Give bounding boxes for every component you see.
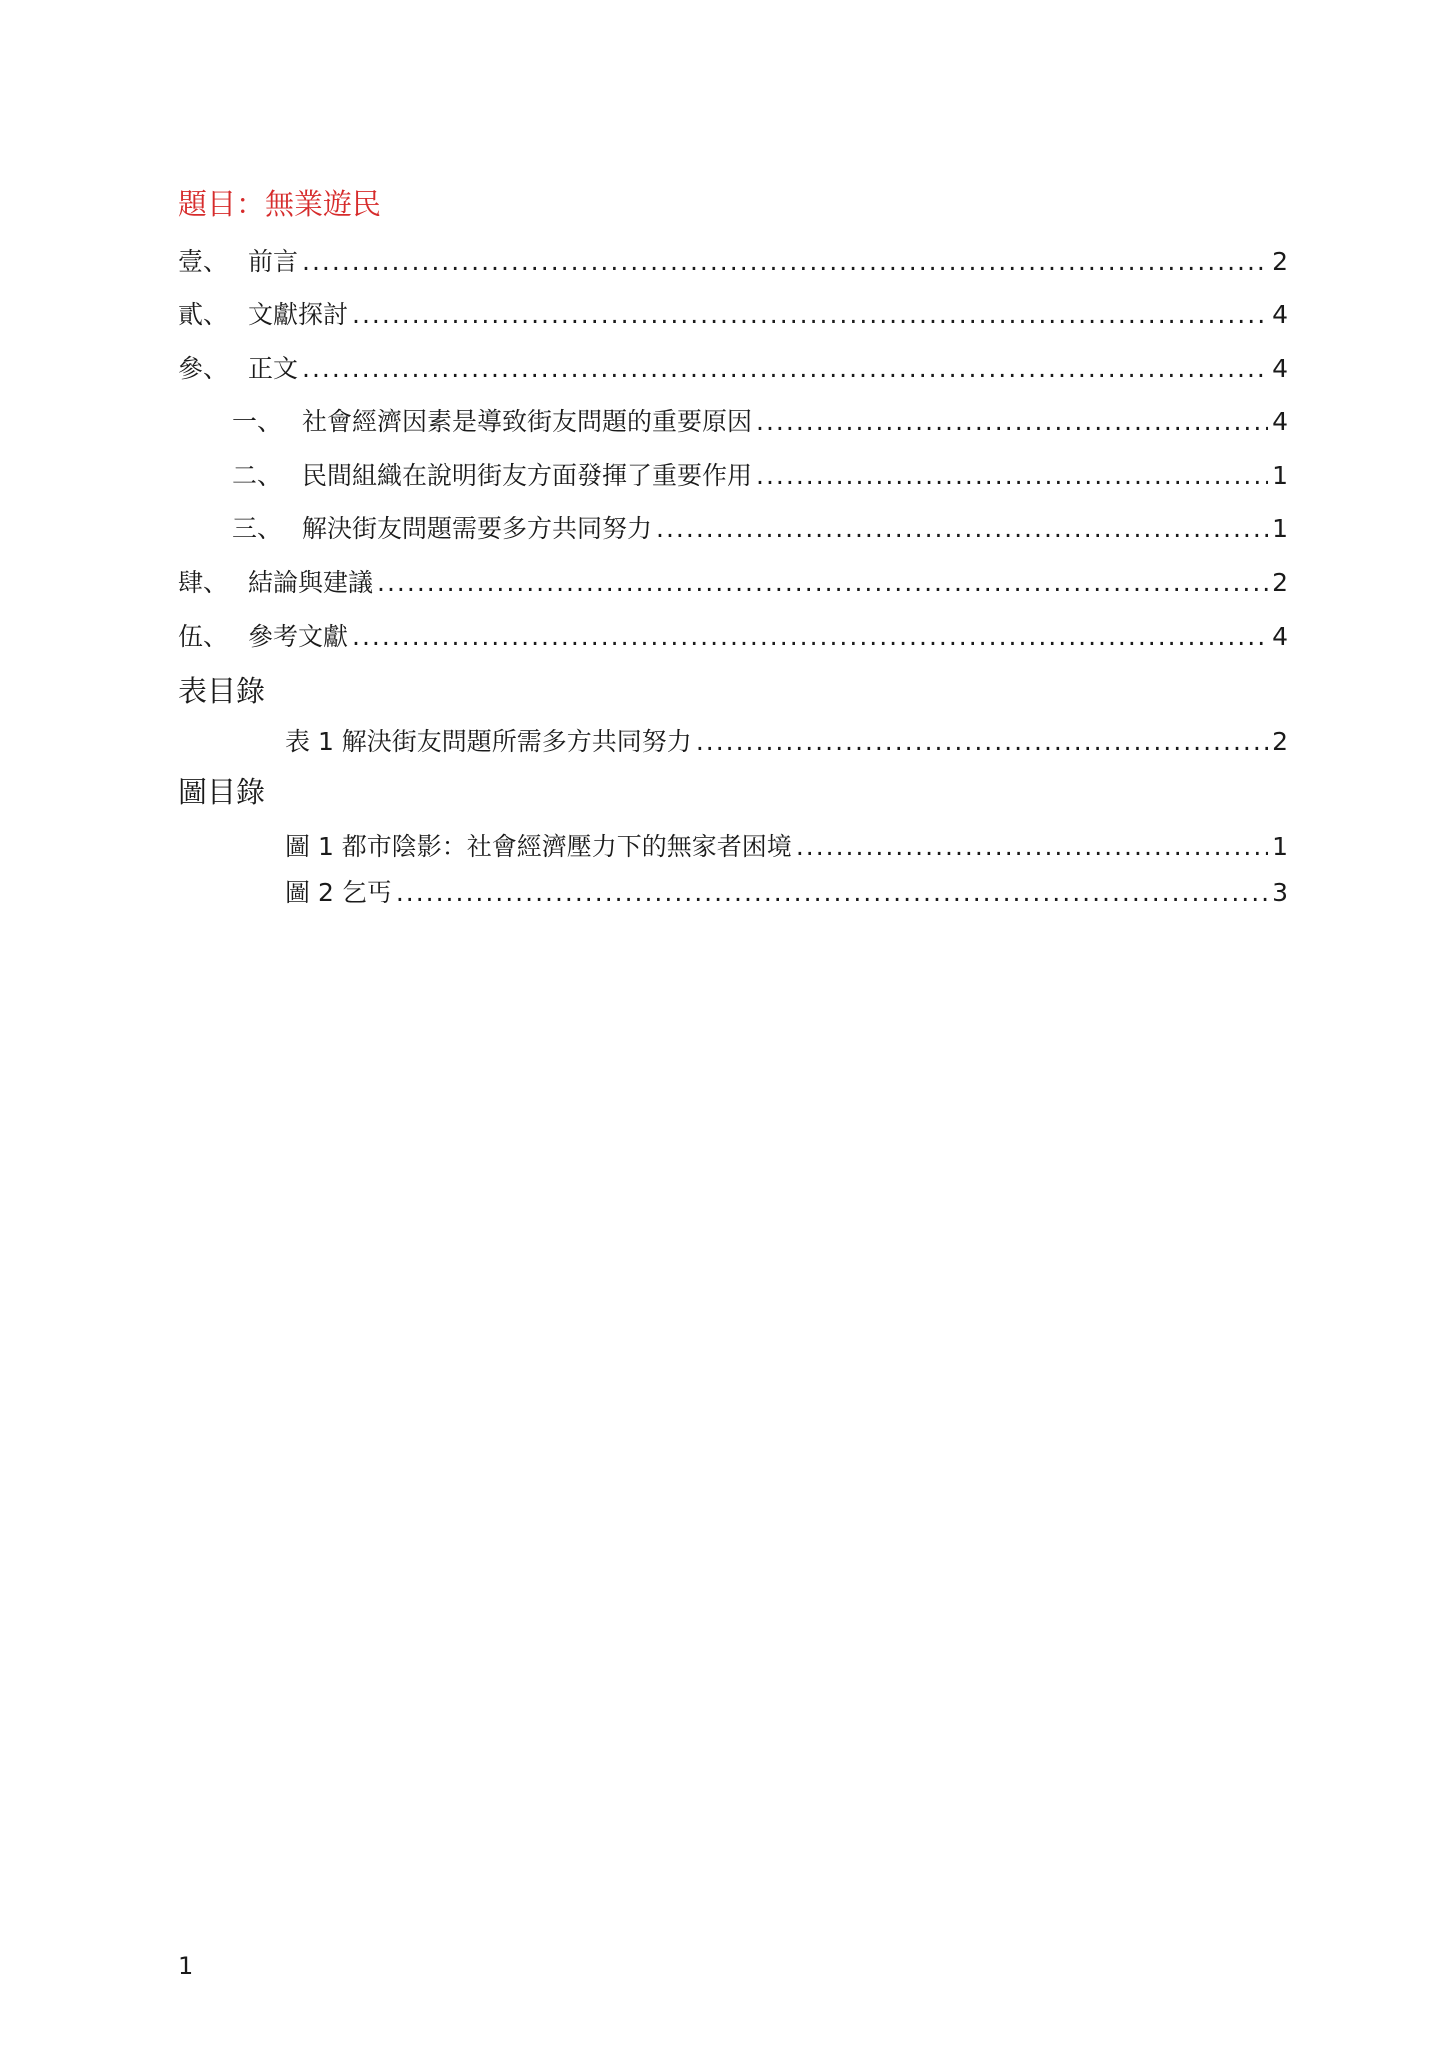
- toc-entry-title: 解決街友問題需要多方共同努力: [302, 514, 653, 543]
- toc-entry-title: 前言: [248, 247, 299, 276]
- table-list-entry-title: 表 1 解決街友問題所需多方共同努力: [285, 727, 692, 756]
- dot-leader: [302, 349, 1268, 389]
- toc-entry-page: 1: [1272, 461, 1288, 490]
- toc-entry-page: 4: [1272, 622, 1288, 651]
- document-title: 題目：無業遊民: [178, 187, 382, 221]
- toc-entry[interactable]: [178, 349, 1288, 389]
- figure-list-entry[interactable]: [285, 873, 1288, 913]
- toc-entry[interactable]: [178, 242, 1288, 282]
- toc-entry-title: 正文: [248, 354, 299, 383]
- table-list-entry[interactable]: [285, 722, 1288, 762]
- figure-list-entry-page: 3: [1272, 878, 1288, 907]
- dot-leader: [352, 295, 1268, 335]
- toc-subentry[interactable]: [232, 456, 1288, 496]
- toc-subentry[interactable]: [232, 509, 1288, 549]
- toc-entry-prefix: 三、: [232, 514, 283, 543]
- toc-entry[interactable]: [178, 295, 1288, 335]
- dot-leader: [302, 242, 1268, 282]
- dot-leader: [756, 456, 1268, 496]
- toc-entry[interactable]: [178, 617, 1288, 657]
- dot-leader: [352, 617, 1268, 657]
- toc-entry-prefix: 一、: [232, 407, 283, 436]
- toc-entry-page: 4: [1272, 300, 1288, 329]
- figure-list-entry[interactable]: [285, 827, 1288, 867]
- toc-entry-prefix: 二、: [232, 461, 283, 490]
- toc-entry-title: 民間組織在說明街友方面發揮了重要作用: [302, 461, 753, 490]
- toc-entry-prefix: 貳、: [178, 300, 229, 329]
- toc-entry-page: 2: [1272, 568, 1288, 597]
- table-list-entry-page: 2: [1272, 727, 1288, 756]
- toc-entry-prefix: 肆、: [178, 568, 229, 597]
- toc-entry-page: 4: [1272, 354, 1288, 383]
- toc-subentry[interactable]: [232, 402, 1288, 442]
- toc-entry-page: 2: [1272, 247, 1288, 276]
- footer-page-number: 1: [178, 1952, 194, 1980]
- toc-entry-prefix: 伍、: [178, 622, 229, 651]
- figure-list-entry-title: 圖 2 乞丐: [285, 878, 392, 907]
- figure-list-entry-title: 圖 1 都市陰影：社會經濟壓力下的無家者困境: [285, 832, 792, 861]
- dot-leader: [377, 563, 1268, 603]
- dot-leader: [796, 827, 1268, 867]
- figure-list-entry-page: 1: [1272, 832, 1288, 861]
- dot-leader: [696, 722, 1268, 762]
- toc-entry-title: 參考文獻: [248, 622, 349, 651]
- figure-list-heading: 圖目錄: [178, 775, 266, 809]
- dot-leader: [756, 402, 1268, 442]
- dot-leader: [656, 509, 1268, 549]
- toc-entry[interactable]: [178, 563, 1288, 603]
- toc-entry-page: 1: [1272, 514, 1288, 543]
- dot-leader: [396, 873, 1268, 913]
- toc-entry-prefix: 壹、: [178, 247, 229, 276]
- toc-entry-prefix: 參、: [178, 354, 229, 383]
- toc-entry-title: 結論與建議: [248, 568, 374, 597]
- table-list-heading: 表目錄: [178, 674, 266, 708]
- toc-entry-title: 社會經濟因素是導致街友問題的重要原因: [302, 407, 753, 436]
- toc-entry-page: 4: [1272, 407, 1288, 436]
- toc-entry-title: 文獻探討: [248, 300, 349, 329]
